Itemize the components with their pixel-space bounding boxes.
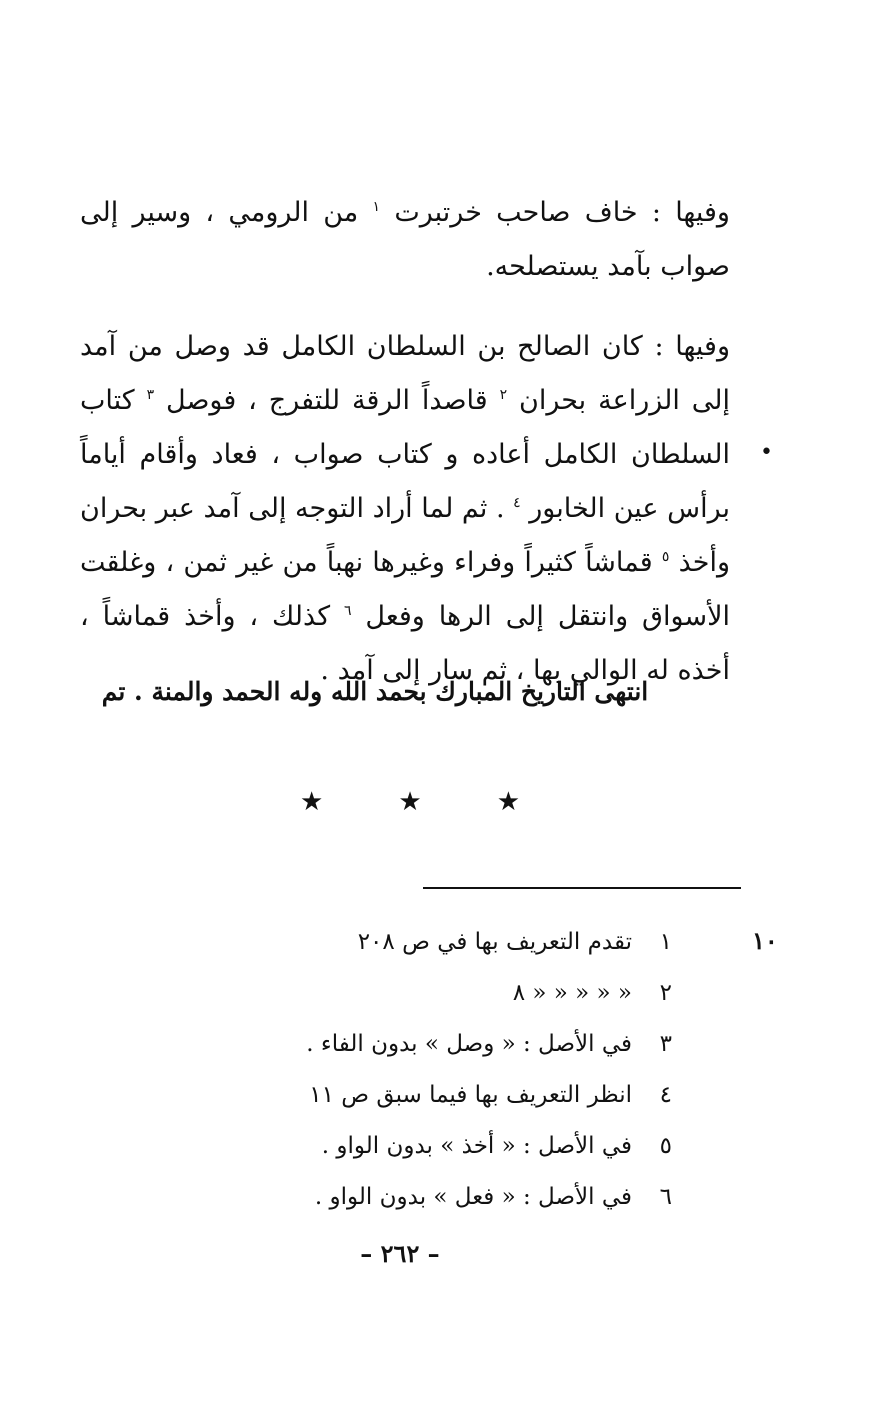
footnote-text: في الأصل : « فعل » بدون الواو . — [314, 1184, 632, 1210]
footnote-text: في الأصل : « أخذ » بدون الواو . — [321, 1133, 632, 1159]
margin-bullet-mark: • — [760, 440, 773, 465]
footnote-text: في الأصل : « وصل » بدون الفاء . — [306, 1031, 632, 1057]
paragraph-2-text-d: . ثم لما أراد التوجه إلى آمد عبر بحران وأخذ — [80, 493, 730, 578]
footnote-ref-5: ٥ — [661, 549, 670, 565]
paragraph-1-text-a: وفيها : خاف صاحب خرتبرت — [394, 197, 730, 228]
closing-line: انتهى التاريخ المبارك بحمد الله وله الحمد والمنة . تم — [101, 677, 649, 706]
star-icon: ★ — [496, 787, 520, 817]
footnote-number: ٦ — [659, 1184, 672, 1210]
footnote-number: ٢ — [659, 980, 672, 1006]
footnote-number: ١ — [659, 929, 672, 955]
footnote-divider — [423, 887, 741, 889]
paragraph-1-text-b: من الرومي ، وسير إلى صواب بآمد يستصلحه. — [80, 197, 730, 282]
footnote-text: « « « « « ٨ — [512, 980, 632, 1006]
footnote-number: ٥ — [659, 1133, 672, 1159]
paragraph-2-text-c: كتاب السلطان الكامل أعاده و كتاب صواب ، فعاد وأقام أياماً برأس عين الخابور — [80, 385, 730, 524]
footnote-ref-6: ٦ — [343, 603, 352, 619]
margin-line-number: ١٠ — [752, 926, 778, 955]
footnote-number: ٤ — [659, 1082, 672, 1108]
footnote-ref-3: ٣ — [146, 387, 155, 403]
paragraph-2 — [80, 320, 730, 698]
footnote-item — [240, 918, 672, 969]
footnote-item — [240, 1020, 672, 1071]
footnote-number: ٣ — [659, 1031, 672, 1057]
footnote-ref-1: ١ — [372, 199, 381, 215]
footnote-item — [240, 1173, 672, 1224]
paragraph-2-text-a: وفيها : كان الصالح بن السلطان الكامل قد وصل من آمد إلى الزراعة بحران — [80, 331, 731, 416]
footnote-text: انظر التعريف بها فيما سبق ص ١١ — [309, 1082, 632, 1108]
footnote-text: تقدم التعريف بها في ص ٢٠٨ — [357, 929, 632, 955]
star-icon: ★ — [398, 787, 422, 817]
paragraph-2-text-b: قاصداً الرقة للتفرج ، فوصل — [166, 385, 488, 416]
paragraph-2-text-e: قماشاً كثيراً وفراء وغيرها نهباً من غير ثمن ، وغلقت الأسواق وانتقل إلى الرها وفعل — [80, 547, 730, 632]
star-separator — [300, 784, 520, 820]
footnote-item — [240, 1071, 672, 1122]
footnote-ref-2: ٢ — [499, 387, 508, 403]
footnote-ref-4: ٤ — [513, 495, 521, 511]
paragraph-1 — [80, 186, 730, 294]
footnote-item — [240, 969, 672, 1020]
footnote-item — [240, 1122, 672, 1173]
footnotes-list — [240, 918, 672, 1224]
paragraph-2-text-f: كذلك ، وأخذ قماشاً ، أخذه له الوالي بها ، ثم سار إلى آمد . — [80, 601, 730, 686]
star-icon: ★ — [300, 787, 324, 817]
page-number: – ٢٦٢ – — [360, 1239, 440, 1268]
